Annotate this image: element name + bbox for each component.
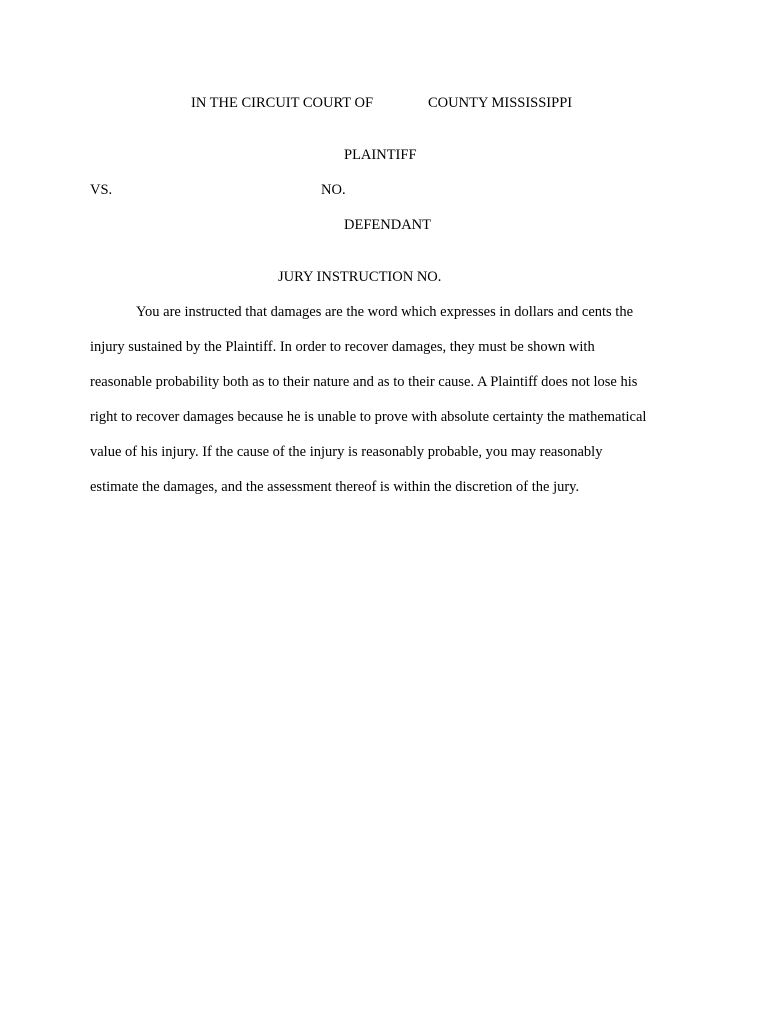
instruction-line: You are instructed that damages are the word which expresses in dollars and cents the [136,304,634,320]
instruction-line: reasonable probability both as to their nature and as to their cause. A Plaintiff does not lose his [90,374,638,390]
plaintiff-label: PLAINTIFF [344,147,417,163]
instruction-line: estimate the damages, and the assessment thereof is within the discretion of the jury. [90,479,580,495]
versus-label: VS. [90,182,113,198]
defendant-label: DEFENDANT [344,217,431,233]
court-heading-prefix: IN THE CIRCUIT COURT OF [191,95,374,111]
jury-instruction-title: JURY INSTRUCTION NO. [278,269,442,285]
instruction-line: injury sustained by the Plaintiff. In order to recover damages, they must be shown with [90,339,595,355]
court-heading-suffix: COUNTY MISSISSIPPI [428,95,573,111]
instruction-line: right to recover damages because he is unable to prove with absolute certainty the mathematical [90,409,647,425]
instruction-line: value of his injury. If the cause of the injury is reasonably probable, you may reasonably [90,444,603,460]
instruction-body [90,305,690,515]
case-number-label: NO. [321,182,346,198]
